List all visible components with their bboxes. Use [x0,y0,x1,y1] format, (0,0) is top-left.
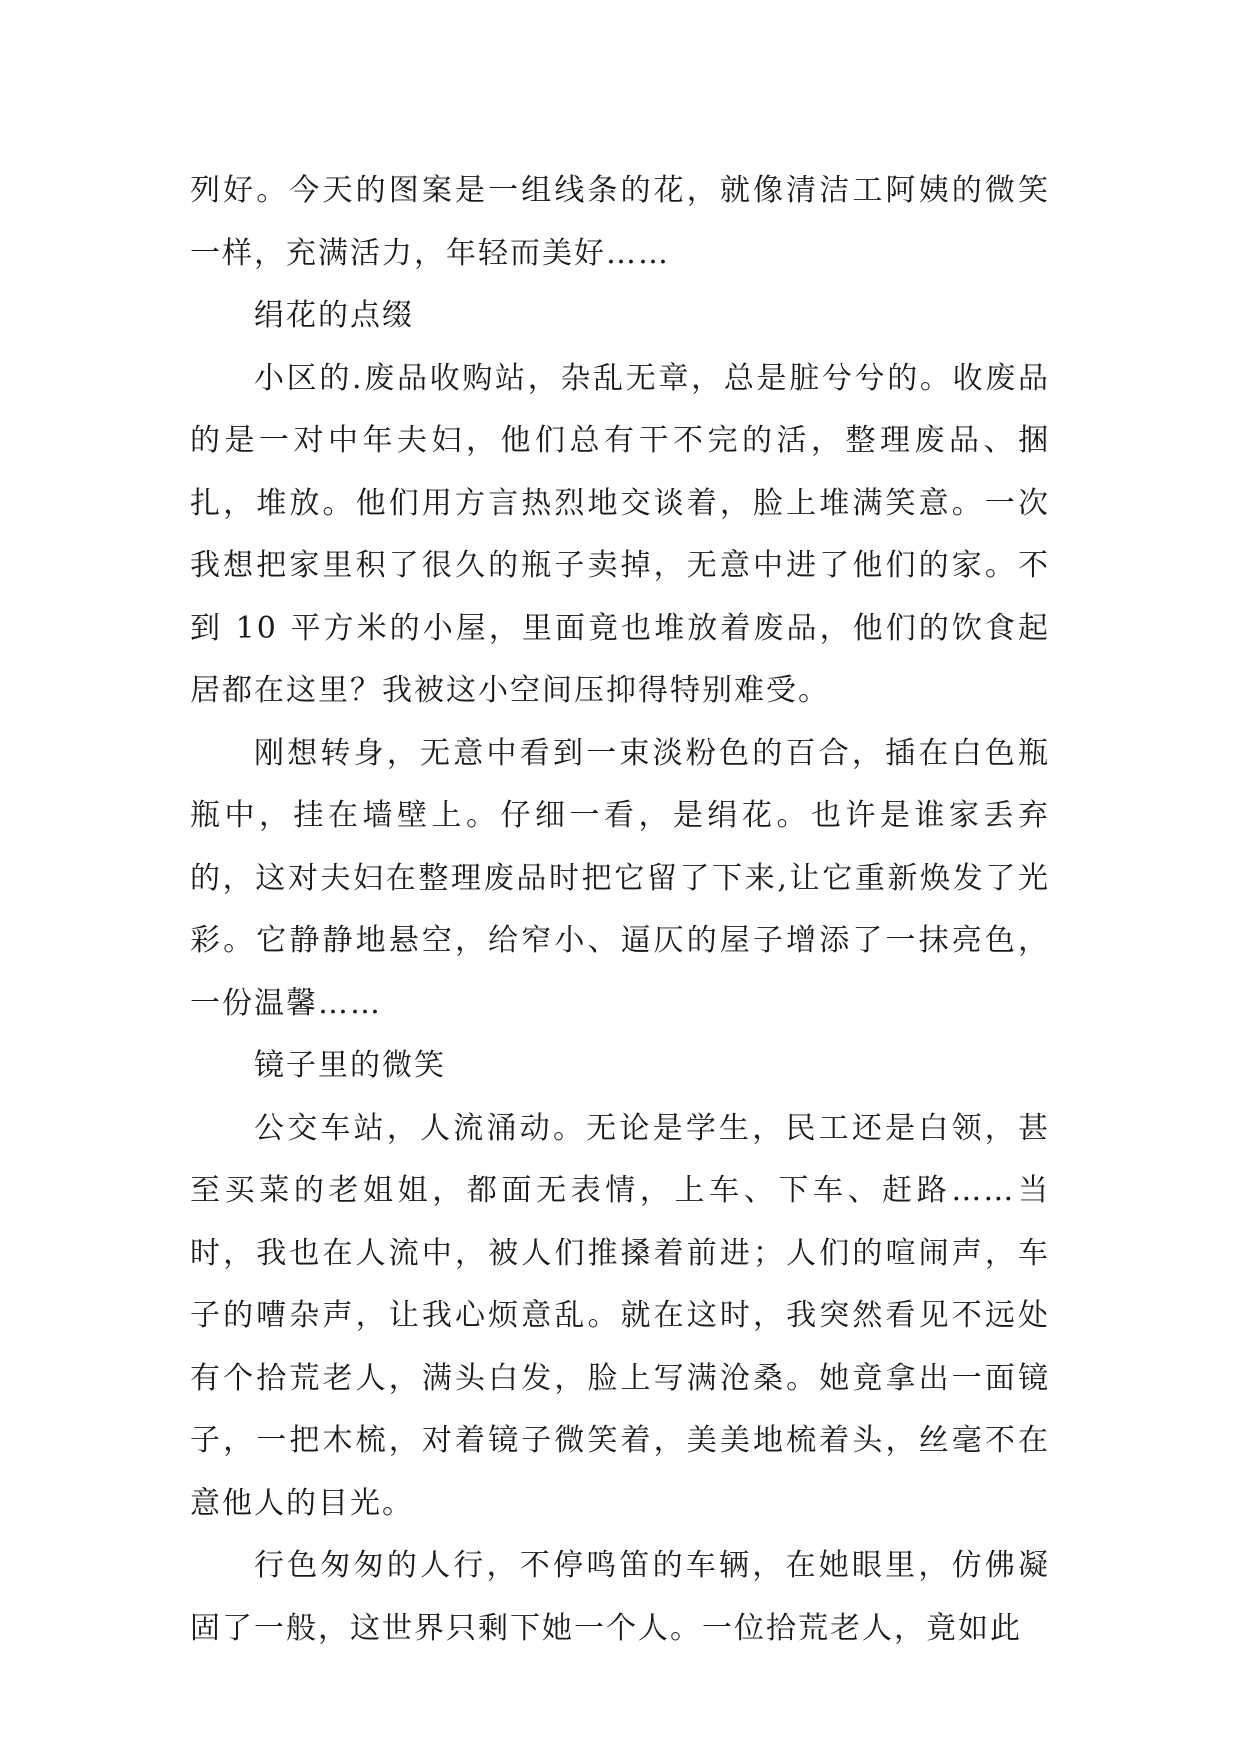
paragraph-recycling-station: 小区的.废品收购站，杂乱无章，总是脏兮兮的。收废品的是一对中年夫妇，他们总有干不完的活，整理废品、捆扎，堆放。他们用方言热烈地交谈着，脸上堆满笑意。一次我想把家里积了很久的瓶子卖掉，无意中进了他们的家。不到 10 平方米的小屋，里面竟也堆放着废品，他们的饮食起居都在这里？我被这小空间压抑得特别难受。 [190,360,1050,708]
paragraph-hurried-people: 行色匆匆的人行，不停鸣笛的车辆，在她眼里，仿佛凝固了一般，这世界只剩下她一个人。一位拾荒老人，竟如此 [190,1548,1050,1646]
paragraph-continuation: 列好。今天的图案是一组线条的花，就像清洁工阿姨的微笑一样，充满活力，年轻而美好…… [190,173,1050,271]
section-heading-mirror-smile: 镜子里的微笑 [254,1048,446,1083]
section-heading-silk-flower: 绢花的点缀 [254,298,414,333]
document-body [190,160,1050,1660]
paragraph-bus-station: 公交车站，人流涌动。无论是学生，民工还是白领，甚至买菜的老姐姐，都面无表情，上车、下车、赶路……当时，我也在人流中，被人们推搡着前进；人们的喧闹声，车子的嘈杂声，让我心烦意乱。就在这时，我突然看见不远处有个拾荒老人，满头白发，脸上写满沧桑。她竟拿出一面镜子，一把木梳，对着镜子微笑着，美美地梳着头，丝毫不在意他人的目光。 [190,1110,1050,1521]
paragraph-silk-lily: 刚想转身，无意中看到一束淡粉色的百合，插在白色瓶瓶中，挂在墙壁上。仔细一看，是绢花。也许是谁家丢弃的，这对夫妇在整理废品时把它留了下来,让它重新焕发了光彩。它静静地悬空，给窄小、逼仄的屋子增添了一抹亮色，一份温馨…… [190,735,1050,1021]
